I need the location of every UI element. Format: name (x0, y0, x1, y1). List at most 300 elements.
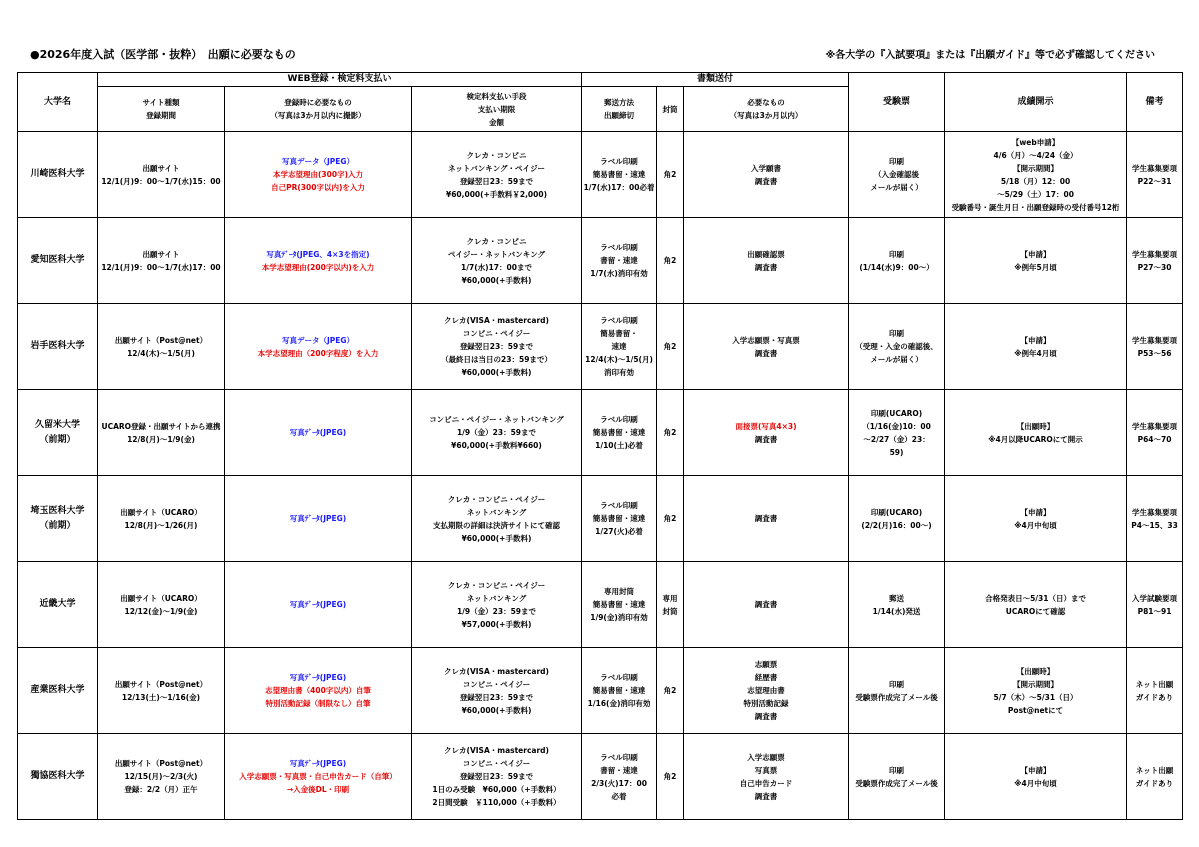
site-line: 12/13(土)～1/16(金) (121, 692, 201, 702)
registration-line: 自己PR(300字以内)を入力 (271, 183, 365, 192)
university-line: 埼玉医科大学 (30, 505, 85, 516)
site-line: 出願サイト (142, 163, 180, 173)
docs-line: 調査書 (754, 348, 778, 358)
payment-cell (412, 476, 582, 562)
ticket-line: ～2/27（金）23： (863, 434, 930, 444)
mailing-line: 1/10(土)必着 (595, 441, 643, 450)
registration-line: 入学志願票・写真票・自己申告カード（自筆） (239, 772, 397, 781)
remarks-cell (1127, 476, 1183, 562)
payment-line: クレカ・コンビニ・ペイジー (447, 580, 546, 590)
score-line: 【開示期間】 (1013, 163, 1059, 173)
remarks-line: 学生募集要項 (1132, 163, 1178, 173)
docs-line: 志望理由書 (747, 686, 785, 695)
registration-line: 写真ﾃﾞｰﾀ(JPEG) (289, 600, 347, 609)
university-cell (18, 734, 98, 820)
header-payment-line: 金額 (489, 117, 504, 127)
site-line: 出願サイト（UCARO） (120, 593, 202, 603)
score-line: UCAROにて確認 (1005, 606, 1066, 616)
site-line: 12/12(金)～1/9(金) (124, 606, 198, 616)
registration-cell (225, 648, 412, 734)
score-cell (945, 390, 1127, 476)
remarks-line: 学生募集要項 (1132, 507, 1178, 517)
mailing-line: ラベル印刷 (600, 673, 638, 682)
header-university: 大学名 (18, 73, 98, 132)
site-line: 出願サイト（UCARO） (120, 507, 202, 517)
payment-line: コンビニ・ペイジー (462, 759, 531, 768)
envelope-cell (657, 390, 684, 476)
ticket-cell (849, 648, 945, 734)
site-line: 12/1(月)9：00～1/7(水)15：00 (101, 176, 221, 186)
score-line: 【申請】 (1020, 765, 1051, 775)
payment-cell (412, 562, 582, 648)
payment-cell (412, 390, 582, 476)
mailing-line: 1/16(金)消印有効 (587, 699, 651, 708)
mailing-line: 12/4(木)～1/5(月) (585, 355, 653, 364)
docs-line: 出願確認票 (747, 249, 785, 259)
score-line: Post@netにて (1007, 705, 1064, 715)
header-payment-line: 検定料支払い手段 (466, 91, 527, 101)
ticket-cell (849, 390, 945, 476)
envelope-cell (657, 562, 684, 648)
mailing-line: 簡易書留・速達 (592, 514, 646, 523)
score-line: 受験番号・誕生月日・出願登録時の受付番号12桁 (951, 202, 1120, 212)
university-line: 近畿大学 (39, 599, 76, 609)
header-registration (225, 87, 412, 132)
payment-line: ネットバンキング (466, 507, 527, 517)
docs-cell (684, 132, 849, 218)
docs-cell (684, 476, 849, 562)
university-line: （前期） (39, 520, 76, 531)
registration-line: 写真データ（JPEG） (281, 335, 355, 345)
site-cell (98, 218, 225, 304)
score-line: 【出願時】 (1016, 666, 1055, 676)
envelope-line: 専用 (662, 593, 678, 603)
payment-line: 1/7(水)17：00まで (461, 262, 532, 272)
remarks-line: 入学試験要項 (1132, 593, 1178, 603)
remarks-line: P4～15、33 (1131, 520, 1178, 530)
docs-line: 調査書 (754, 514, 778, 523)
remarks-line: P27～30 (1137, 262, 1172, 272)
registration-line: 本学志望理由(200字以内)を入力 (261, 262, 375, 272)
header-registration-line: （写真は3か月以内に撮影） (270, 111, 366, 120)
mailing-line: ラベル印刷 (600, 501, 638, 510)
docs-line: 調査書 (754, 434, 778, 444)
header-mailing-line: 郵送方法 (604, 98, 635, 107)
docs-line: 特別活動記録 (743, 699, 789, 708)
header-envelope: 封筒 (657, 87, 684, 132)
score-line: 4/6（月）～4/24（金） (993, 150, 1078, 160)
mailing-line: 1/7(水)消印有効 (590, 269, 648, 278)
university-cell (18, 218, 98, 304)
remarks-line: ネット出願 (1135, 765, 1174, 775)
mailing-line: 簡易書留・速達 (592, 428, 646, 437)
site-line: 12/8(月)～1/9(金) (127, 434, 195, 444)
ticket-line: 印刷 (889, 157, 905, 166)
header-site (98, 87, 225, 132)
ticket-cell (849, 562, 945, 648)
ticket-line: 印刷 (889, 679, 905, 689)
ticket-line: 印刷(UCARO) (870, 408, 923, 418)
registration-cell (225, 304, 412, 390)
payment-line: クレカ(VISA・mastercard) (444, 666, 549, 676)
payment-line: コンビニ・ペイジー・ネットバンキング (429, 415, 564, 424)
payment-line: クレカ(VISA・mastercard) (444, 316, 549, 325)
header-score-disclosure: 成績開示 (945, 73, 1127, 132)
payment-line: 1/9（金）23：59まで (456, 428, 537, 437)
remarks-cell (1127, 218, 1183, 304)
envelope-line: 角2 (663, 772, 677, 781)
header-mailing-line: 出願締切 (604, 111, 635, 120)
registration-cell (225, 734, 412, 820)
page-title: ●2026年度入試（医学部・抜粋） 出願に必要なもの (30, 48, 296, 61)
payment-line: 登録翌日23：59まで (459, 772, 534, 781)
site-cell (98, 734, 225, 820)
header-payment (412, 87, 582, 132)
site-cell (98, 476, 225, 562)
mailing-line: 簡易書留・速達 (592, 686, 646, 695)
remarks-line: ガイドあり (1135, 692, 1174, 702)
payment-line: 1/9（金）23：59まで (456, 606, 537, 616)
score-cell (945, 734, 1127, 820)
payment-line: コンビニ・ペイジー (462, 679, 531, 689)
header-required-docs (684, 87, 849, 132)
registration-line: 本学志望理由(300字)入力 (272, 170, 363, 179)
ticket-line: メールが届く） (870, 183, 923, 192)
envelope-cell (657, 132, 684, 218)
payment-cell (412, 218, 582, 304)
score-line: 【出願時】 (1016, 421, 1055, 431)
docs-line: 入学願書 (751, 163, 782, 173)
ticket-line: 郵送 (889, 593, 905, 603)
payment-cell (412, 132, 582, 218)
payment-cell (412, 734, 582, 820)
ticket-line: 印刷 (889, 765, 905, 775)
site-cell (98, 648, 225, 734)
header-mailing (582, 87, 657, 132)
docs-cell (684, 218, 849, 304)
registration-line: 本学志望理由（200字程度）を入力 (257, 348, 379, 358)
payment-line: クレカ・コンビニ・ペイジー (447, 494, 546, 504)
mailing-line: 書留・速達 (600, 256, 638, 265)
site-cell (98, 304, 225, 390)
payment-line: ¥60,000(+手数料) (461, 368, 532, 377)
ticket-line: 印刷 (889, 329, 905, 338)
registration-line: →入金後DL・印刷 (286, 785, 350, 794)
ticket-cell (849, 218, 945, 304)
docs-line: 調査書 (754, 600, 778, 609)
header-admission-ticket: 受験票 (849, 73, 945, 132)
site-line: 12/1(月)9：00～1/7(水)17：00 (101, 262, 221, 272)
ticket-line: メールが届く） (870, 355, 923, 364)
mailing-line: 消印有効 (604, 368, 635, 377)
table-row (18, 648, 1183, 734)
mailing-cell (582, 562, 657, 648)
mailing-cell (582, 648, 657, 734)
docs-line: 調査書 (754, 712, 778, 721)
header-web-group: WEB登録・検定料支払い (98, 73, 582, 87)
mailing-cell (582, 304, 657, 390)
remarks-cell (1127, 562, 1183, 648)
docs-line: 入学志願票 (747, 752, 785, 762)
remarks-line: ネット出願 (1135, 679, 1174, 689)
score-line: 【web申請】 (1011, 137, 1060, 147)
registration-line: 写真データ（JPEG） (281, 157, 355, 166)
table-row (18, 218, 1183, 304)
payment-line: コンビニ・ペイジー (462, 329, 531, 338)
score-line: ※例年5月頃 (1014, 262, 1057, 272)
docs-cell (684, 390, 849, 476)
mailing-cell (582, 132, 657, 218)
payment-line: ネットバンキング・ペイジー (447, 163, 546, 173)
remarks-line: 学生募集要項 (1132, 249, 1178, 259)
mailing-line: ラベル印刷 (600, 157, 638, 166)
mailing-line: 専用封筒 (604, 587, 635, 596)
docs-line: 経歴書 (754, 673, 778, 682)
site-line: 12/4(木)～1/5(月) (127, 348, 195, 358)
ticket-line: 1/14(水)発送 (872, 606, 921, 616)
score-line: ※4月中旬頃 (1014, 520, 1057, 530)
mailing-line: 必着 (611, 791, 627, 801)
application-requirements-table (17, 72, 1183, 820)
site-line: 出願サイト（Post@net） (114, 679, 208, 689)
table-row (18, 734, 1183, 820)
ticket-line: 印刷(UCARO) (870, 507, 923, 517)
remarks-line: P53～56 (1137, 348, 1172, 358)
remarks-cell (1127, 390, 1183, 476)
university-line: 久留米大学 (34, 419, 80, 430)
university-line: 岩手医科大学 (30, 341, 85, 351)
mailing-cell (582, 476, 657, 562)
site-line: 出願サイト（Post@net） (114, 759, 208, 768)
university-line: 愛知医科大学 (30, 255, 85, 265)
registration-cell (225, 562, 412, 648)
remarks-line: P22～31 (1137, 176, 1172, 186)
payment-line: ¥60,000(+手数料¥660) (451, 441, 542, 450)
header-site-line: 登録期間 (146, 111, 176, 120)
payment-line: クレカ(VISA・mastercard) (444, 746, 549, 755)
mailing-line: 1/27(火)必着 (595, 527, 643, 536)
payment-line: クレカ・コンビニ (466, 150, 527, 160)
remarks-cell (1127, 648, 1183, 734)
payment-line: ¥60,000(+手数料) (461, 705, 532, 715)
table-row (18, 476, 1183, 562)
site-cell (98, 132, 225, 218)
payment-line: ペイジー・ネットバンキング (447, 249, 546, 259)
remarks-line: P64～70 (1137, 434, 1172, 444)
docs-line: 調査書 (754, 262, 778, 272)
header-site-line: サイト種類 (142, 98, 180, 107)
payment-line: ¥60,000(+手数料) (461, 275, 532, 285)
score-line: 【申請】 (1020, 249, 1051, 259)
payment-line: （最終日は当日の23：59まで） (441, 355, 552, 364)
ticket-line: (2/2(月)16：00～) (861, 520, 932, 530)
site-line: 出願サイト (142, 249, 180, 259)
score-line: 【申請】 (1020, 335, 1051, 345)
header-docs-group: 書類送付 (582, 73, 849, 87)
score-line: 5/7（木）～5/31（日） (993, 692, 1078, 702)
mailing-line: 簡易書留・速達 (592, 600, 646, 609)
ticket-line: 受験票作成完了メール後 (855, 692, 938, 702)
docs-line: 面接票(写真4×3) (735, 421, 797, 431)
payment-cell (412, 648, 582, 734)
table-row (18, 132, 1183, 218)
ticket-cell (849, 132, 945, 218)
mailing-line: ラベル印刷 (600, 243, 638, 252)
docs-line: 調査書 (754, 176, 778, 186)
mailing-line: 簡易書留・ (600, 329, 638, 338)
docs-line: 志願票 (754, 660, 778, 669)
payment-line: 登録翌日23：59まで (459, 342, 534, 351)
university-cell (18, 562, 98, 648)
envelope-cell (657, 218, 684, 304)
remarks-cell (1127, 734, 1183, 820)
university-cell (18, 132, 98, 218)
site-line: 12/8(月)～1/26(月) (124, 520, 198, 530)
university-cell (18, 390, 98, 476)
mailing-line: ラベル印刷 (600, 752, 638, 762)
ticket-cell (849, 304, 945, 390)
mailing-line: 1/7(水)17：00必着 (583, 183, 655, 192)
registration-line: 写真ﾃﾞｰﾀ(JPEG) (289, 673, 347, 682)
score-cell (945, 648, 1127, 734)
payment-line: クレカ・コンビニ (466, 236, 527, 246)
score-line: ※4月以降UCAROにて開示 (988, 434, 1083, 444)
site-cell (98, 562, 225, 648)
envelope-line: 角2 (663, 256, 677, 265)
score-line: 5/18（月）12：00 (1000, 176, 1071, 186)
remarks-cell (1127, 304, 1183, 390)
university-cell (18, 304, 98, 390)
envelope-cell (657, 734, 684, 820)
mailing-line: 簡易書留・速達 (592, 170, 646, 179)
score-cell (945, 132, 1127, 218)
payment-line: 2日間受験 ￥110,000（+手数料） (432, 798, 561, 807)
mailing-cell (582, 390, 657, 476)
registration-line: 写真ﾃﾞｰﾀ(JPEG、4×3を指定) (266, 249, 370, 259)
ticket-line: 受験票作成完了メール後 (855, 778, 938, 788)
score-cell (945, 476, 1127, 562)
score-cell (945, 218, 1127, 304)
payment-line: 支払期限の詳細は決済サイトにて確認 (433, 520, 560, 530)
site-cell (98, 390, 225, 476)
site-line: 登録：2/2（月）正午 (124, 785, 198, 794)
mailing-line: ラベル印刷 (600, 415, 638, 424)
score-line: 【開示期間】 (1013, 679, 1059, 689)
remarks-line: 学生募集要項 (1132, 335, 1178, 345)
score-line: 【申請】 (1020, 507, 1051, 517)
payment-line: ¥57,000(+手数料) (461, 619, 532, 629)
docs-line: 入学志願票・写真票 (732, 335, 800, 345)
payment-line: 登録翌日23：59まで (459, 692, 534, 702)
envelope-line: 角2 (663, 686, 677, 695)
remarks-line: ガイドあり (1135, 778, 1174, 788)
payment-line: ネットバンキング (466, 593, 527, 603)
header-required-docs-line: 必要なもの (747, 98, 785, 107)
docs-line: 調査書 (754, 791, 778, 801)
university-line: 川崎医科大学 (30, 169, 85, 179)
page-note: ※各大学の『入試要項』または『出願ガイド』等で必ず確認してください (825, 50, 1155, 61)
ticket-line: (1/14(水)9：00～） (859, 262, 934, 272)
university-cell (18, 476, 98, 562)
docs-line: 写真票 (754, 765, 778, 775)
registration-cell (225, 390, 412, 476)
university-line: 産業医科大学 (30, 685, 85, 695)
payment-cell (412, 304, 582, 390)
remarks-line: P81～91 (1137, 606, 1172, 616)
docs-line: 自己申告カード (739, 778, 793, 788)
table-row (18, 390, 1183, 476)
docs-cell (684, 304, 849, 390)
mailing-line: 2/3(火)17：00 (591, 778, 647, 788)
site-line: 12/15(月)～2/3(火) (124, 772, 198, 781)
docs-cell (684, 562, 849, 648)
registration-cell (225, 476, 412, 562)
header-required-docs-line: （写真は3か月以内） (729, 111, 803, 120)
payment-line: 登録翌日23：59まで (459, 176, 534, 186)
ticket-line: （受理・入金の確認後、 (855, 342, 938, 351)
payment-line: 1日のみ受験 ¥60,000（+手数料） (432, 785, 561, 794)
envelope-line: 角2 (663, 342, 677, 351)
remarks-line: 学生募集要項 (1132, 421, 1178, 431)
score-line: ～5/29（土）17：00 (997, 189, 1074, 199)
ticket-line: 59) (889, 447, 904, 457)
university-line: 獨協医科大学 (30, 771, 85, 781)
envelope-cell (657, 476, 684, 562)
mailing-line: ラベル印刷 (600, 316, 638, 325)
site-line: 出願サイト（Post@net） (114, 335, 208, 345)
ticket-cell (849, 476, 945, 562)
ticket-cell (849, 734, 945, 820)
envelope-line: 封筒 (662, 606, 678, 616)
envelope-line: 角2 (663, 514, 677, 523)
registration-cell (225, 218, 412, 304)
payment-line: ¥60,000(+手数料) (461, 533, 532, 543)
university-cell (18, 648, 98, 734)
score-line: 合格発表日～5/31（日）まで (985, 593, 1086, 603)
registration-cell (225, 132, 412, 218)
mailing-line: 速達 (611, 342, 627, 351)
site-line: UCARO登録・出願サイトから連携 (101, 421, 221, 431)
table-row (18, 562, 1183, 648)
header-registration-line: 登録時に必要なもの (284, 98, 352, 107)
envelope-cell (657, 304, 684, 390)
envelope-line: 角2 (663, 428, 677, 437)
score-line: ※例年4月頃 (1014, 348, 1057, 358)
registration-line: 写真ﾃﾞｰﾀ(JPEG) (289, 428, 347, 437)
score-cell (945, 304, 1127, 390)
remarks-cell (1127, 132, 1183, 218)
mailing-cell (582, 218, 657, 304)
envelope-cell (657, 648, 684, 734)
envelope-line: 角2 (663, 170, 677, 179)
table-row (18, 304, 1183, 390)
registration-line: 写真ﾃﾞｰﾀ(JPEG) (289, 514, 347, 523)
ticket-line: （1/16(金)10：00 (862, 421, 931, 431)
score-cell (945, 562, 1127, 648)
ticket-line: （入金確認後 (874, 170, 920, 179)
university-line: （前期） (39, 434, 76, 445)
header-payment-line: 支払い期限 (477, 104, 516, 114)
registration-line: 写真ﾃﾞｰﾀ(JPEG) (289, 759, 347, 768)
docs-cell (684, 734, 849, 820)
mailing-line: 1/9(金)消印有効 (590, 613, 648, 622)
docs-cell (684, 648, 849, 734)
header-remarks: 備考 (1127, 73, 1183, 132)
mailing-cell (582, 734, 657, 820)
ticket-line: 印刷 (889, 249, 905, 259)
score-line: ※4月中旬頃 (1014, 778, 1057, 788)
mailing-line: 書留・速達 (600, 765, 638, 775)
